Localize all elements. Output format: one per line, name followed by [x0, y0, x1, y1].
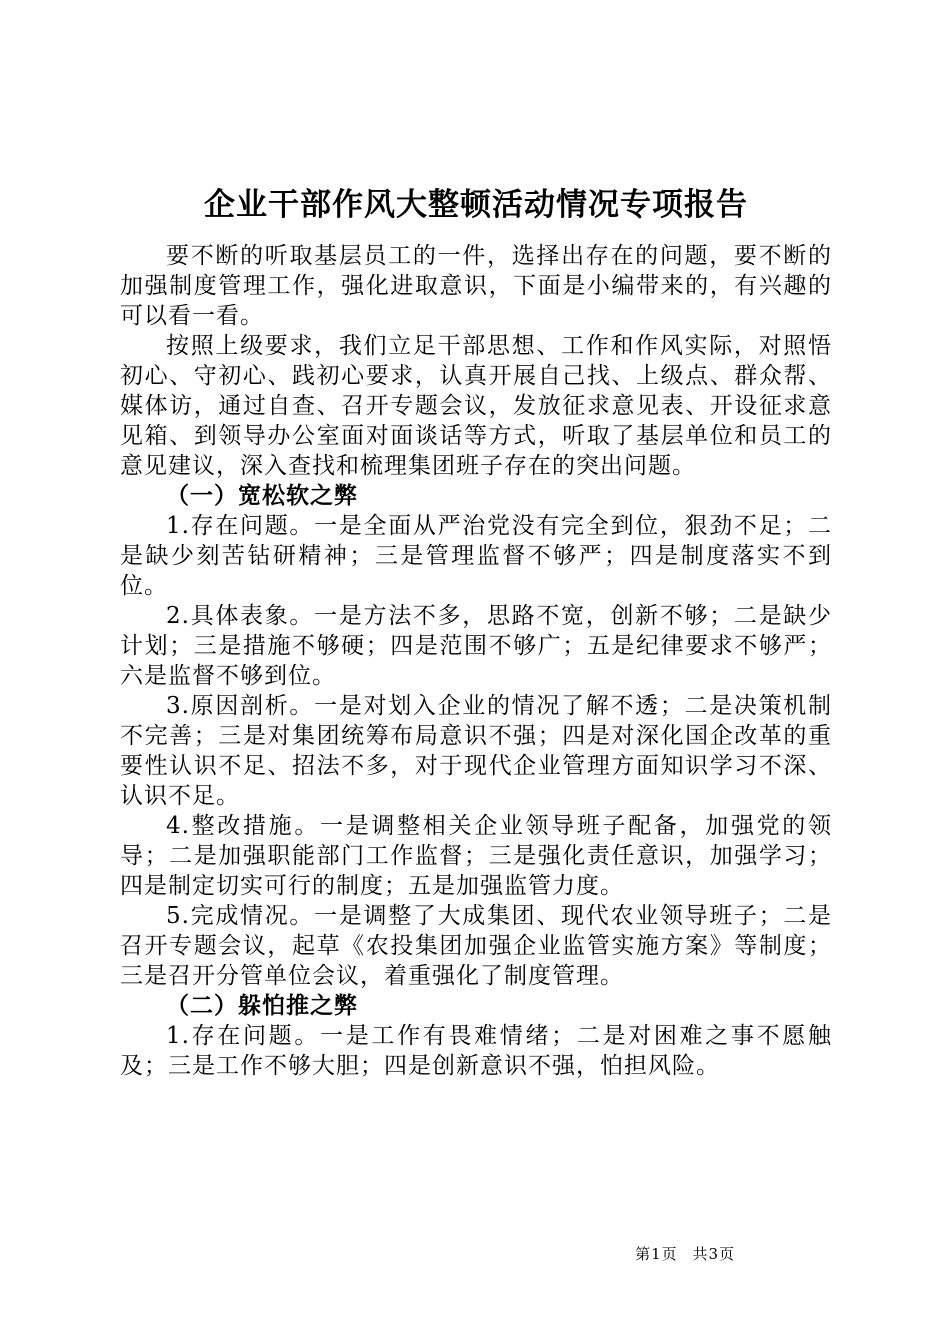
paragraph: 按照上级要求，我们立足干部思想、工作和作风实际，对照悟初心、守初心、践初心要求，认真开展自己找、上级点、群众帮、媒体访，通过自查、召开专题会议，发放征求意见表、开设征求意见箱、到领导办公室面对面谈话等方式，听取了基层单位和员工的意见建议，深入查找和梳理集团班子存在的突出问题。	[120, 333, 832, 479]
footer-page-number: 第1页	[635, 1245, 678, 1263]
section-heading: （一）宽松软之弊	[166, 482, 358, 509]
paragraph: 5.完成情况。一是调整了大成集团、现代农业领导班子；二是召开专题会议，起草《农投集团加强企业监管实施方案》等制度；三是召开分管单位会议，着重强化了制度管理。	[120, 903, 832, 989]
document-body	[120, 241, 832, 1081]
document-content	[120, 183, 832, 1081]
paragraph: 要不断的听取基层员工的一件，选择出存在的问题，要不断的加强制度管理工作，强化进取意识，下面是小编带来的，有兴趣的可以看一看。	[120, 243, 832, 329]
page-footer	[635, 1243, 735, 1264]
footer-page-total: 共3页	[692, 1245, 735, 1263]
paragraph: 2.具体表象。一是方法不多，思路不宽，创新不够；二是缺少计划；三是措施不够硬；四是范围不够广；五是纪律要求不够严；六是监督不够到位。	[120, 603, 832, 689]
paragraph: 3.原因剖析。一是对划入企业的情况了解不透；二是决策机制不完善；三是对集团统筹布局意识不强；四是对深化国企改革的重要性认识不足、招法不多，对于现代企业管理方面知识学习不深、认识不足。	[120, 693, 832, 809]
page-title: 企业干部作风大整顿活动情况专项报告	[204, 187, 748, 223]
paragraph: 1.存在问题。一是全面从严治党没有完全到位，狠劲不足；二是缺少刻苦钻研精神；三是管理监督不够严；四是制度落实不到位。	[120, 513, 832, 599]
section-heading: （二）躲怕推之弊	[166, 992, 358, 1019]
paragraph: 1.存在问题。一是工作有畏难情绪；二是对困难之事不愿触及；三是工作不够大胆；四是创新意识不强，怕担风险。	[120, 1023, 832, 1079]
paragraph: 4.整改措施。一是调整相关企业领导班子配备，加强党的领导；二是加强职能部门工作监督；三是强化责任意识，加强学习；四是制定切实可行的制度；五是加强监管力度。	[120, 813, 832, 899]
